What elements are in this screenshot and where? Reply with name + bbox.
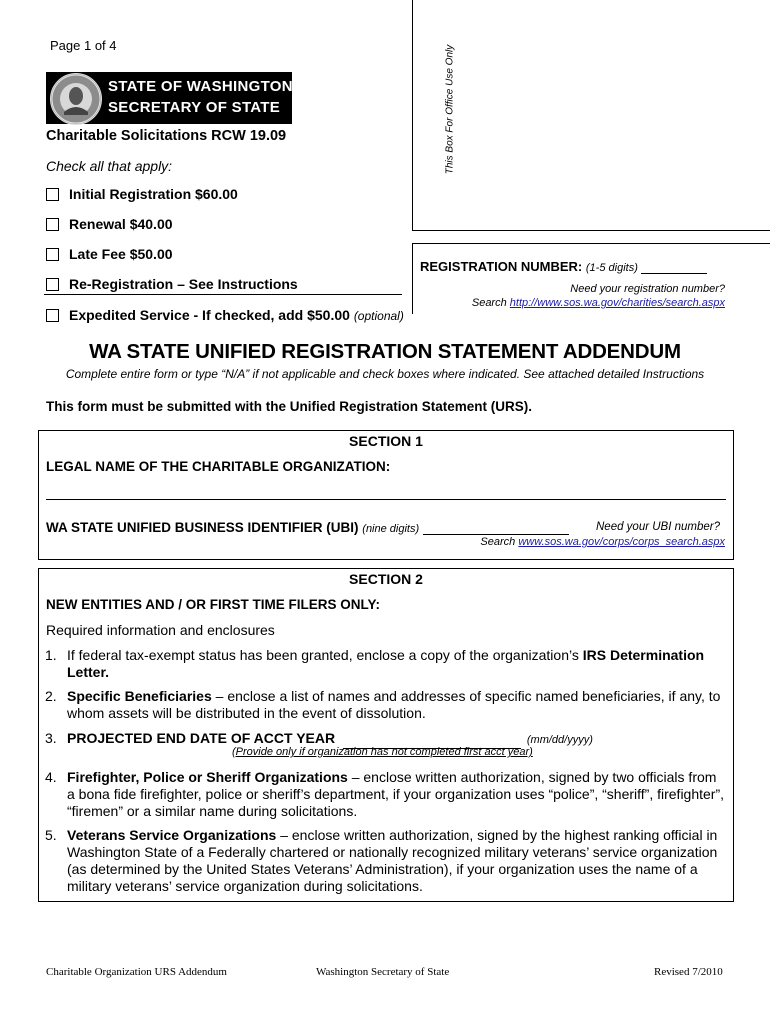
sos-logo (46, 72, 292, 124)
list-item-bold: Firefighter, Police or Sheriff Organizations (67, 769, 348, 785)
check-all-label: Check all that apply: (46, 158, 173, 174)
list-item-text: – enclose written authorization, signed by two officials from a bona fide firefighter, police or sheriff’s department, if your organization uses “police”, “sheriff”, firefighter”, “firemen” or a similar name during solicitations. (67, 769, 725, 819)
registration-search-link[interactable]: http://www.sos.wa.gov/charities/search.aspx (509, 297, 725, 309)
page-label: Page 1 of 4 (50, 38, 117, 53)
ubi-digits-hint: (nine digits) (362, 523, 420, 535)
ubi-search-link[interactable]: www.sos.wa.gov/corps/corps_search.aspx (518, 536, 725, 548)
registration-search-label: Search (471, 297, 507, 309)
list-item-number: 1. (45, 647, 57, 663)
registration-digits-hint: (1-5 digits) (585, 262, 638, 274)
checkbox[interactable] (46, 218, 59, 231)
list-item (45, 647, 725, 681)
list-item (45, 769, 725, 820)
checkbox[interactable] (46, 309, 59, 322)
seal-portrait-icon (51, 74, 101, 124)
office-use-box (412, 0, 770, 231)
ubi-search (420, 536, 725, 548)
section-2-heading: SECTION 2 (349, 571, 423, 587)
ubi-field[interactable] (46, 520, 569, 535)
ubi-label: WA STATE UNIFIED BUSINESS IDENTIFIER (UBI) (46, 520, 359, 535)
list-item-bold: Veterans Service Organizations (67, 827, 277, 843)
list-item (45, 688, 725, 722)
state-seal (50, 73, 102, 125)
fee-option-label: Late Fee $50.00 (69, 246, 173, 262)
expedited-label: Expedited Service - If checked, add $50.00 (69, 307, 350, 323)
expedited-optional: (optional) (353, 309, 404, 323)
checkbox[interactable] (46, 188, 59, 201)
list-item (45, 827, 725, 895)
fee-option-renewal[interactable] (46, 216, 173, 232)
end-date-format-hint: (mm/dd/yyyy) (526, 734, 593, 746)
section-2-subheading: NEW ENTITIES AND / OR FIRST TIME FILERS ONLY: (46, 597, 381, 612)
fee-option-label: Renewal $40.00 (69, 216, 173, 232)
checkbox[interactable] (46, 248, 59, 261)
fee-option-late-fee[interactable] (46, 246, 173, 262)
registration-number-field[interactable] (420, 259, 707, 274)
end-date-note: (Provide only if organization has not completed first acct year) (232, 746, 533, 758)
list-item-text: – enclose written authorization, signed by the highest ranking official in Washington State of a Federally chartered or nationally recognized military veterans’ service organization (as determined by the United States Veterans’ Administration), if your organization uses the name of a military veterans’ service organization during solicitations. (67, 827, 718, 894)
page-title: WA STATE UNIFIED REGISTRATION STATEMENT ADDENDUM (89, 340, 681, 363)
section-2-intro: Required information and enclosures (46, 622, 275, 638)
registration-search (420, 297, 725, 309)
expedited-option[interactable] (46, 307, 404, 323)
footer-center: Washington Secretary of State (316, 966, 450, 978)
footer-right: Revised 7/2010 (654, 966, 723, 978)
ubi-input-line[interactable] (423, 534, 569, 535)
list-item-number: 4. (45, 769, 57, 785)
statute-heading: Charitable Solicitations RCW 19.09 (46, 128, 287, 144)
fee-option-reregistration[interactable] (46, 276, 298, 292)
list-item-number: 2. (45, 688, 57, 704)
list-item-number: 3. (45, 730, 57, 746)
logo-line2: SECRETARY OF STATE (108, 99, 281, 116)
page-subtitle: Complete entire form or type “N/A” if not applicable and check boxes where indicated. See attached detailed Instructions (65, 367, 705, 381)
registration-help: Need your registration number? (570, 283, 725, 295)
office-use-label: This Box For Office Use Only (444, 44, 456, 175)
submission-note: This form must be submitted with the Unified Registration Statement (URS). (46, 399, 533, 414)
registration-number-input-line[interactable] (641, 273, 707, 274)
section-1-heading: SECTION 1 (349, 433, 423, 449)
footer-left: Charitable Organization URS Addendum (46, 966, 227, 978)
list-item-bold: IRS Determination Letter. (67, 647, 705, 680)
ubi-help: Need your UBI number? (596, 521, 721, 533)
list-item-bold: PROJECTED END DATE OF ACCT YEAR (67, 730, 336, 746)
list-item-number: 5. (45, 827, 57, 843)
fee-option-label: Re-Registration – See Instructions (69, 276, 298, 292)
fee-option-initial[interactable] (46, 186, 238, 202)
divider (44, 294, 402, 295)
logo-line1: STATE OF WASHINGTON (108, 78, 293, 95)
list-item-bold: Specific Beneficiaries (67, 688, 212, 704)
legal-name-label: LEGAL NAME OF THE CHARITABLE ORGANIZATION: (46, 459, 391, 474)
list-item-text: If federal tax-exempt status has been granted, enclose a copy of the organization’s (67, 647, 579, 663)
legal-name-input-line[interactable] (46, 499, 726, 500)
checkbox[interactable] (46, 278, 59, 291)
ubi-search-label: Search (480, 536, 516, 548)
registration-number-label: REGISTRATION NUMBER: (420, 259, 583, 274)
fee-option-label: Initial Registration $60.00 (69, 186, 238, 202)
list-item-text: – enclose a list of names and addresses of specific named beneficiaries, if any, to whom assets will be distributed in the event of dissolution. (67, 688, 721, 721)
